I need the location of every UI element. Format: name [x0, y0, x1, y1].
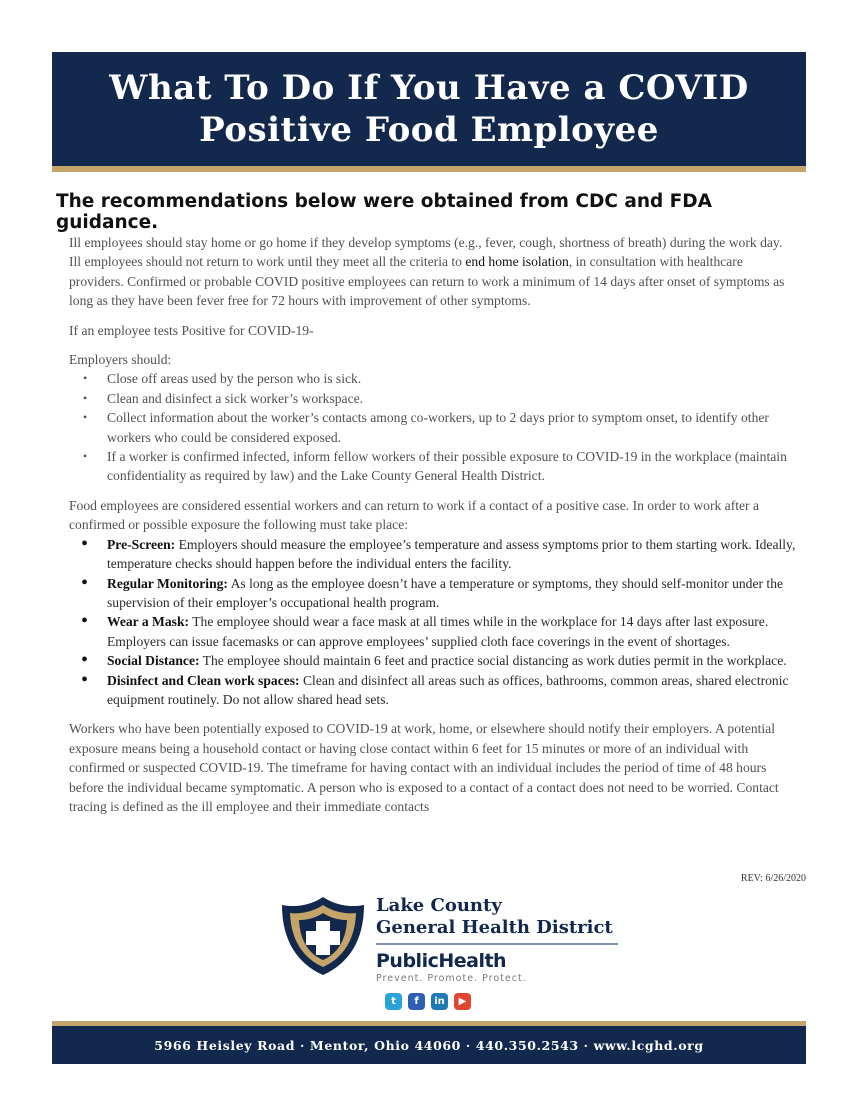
- requirement-text: Clean and disinfect all areas such as offices, bathrooms, common areas, shared electronic equipment routinely. Do not allow shared head sets.: [107, 672, 789, 707]
- logo-divider: [376, 943, 618, 945]
- positive-test-line: If an employee tests Positive for COVID-19-: [69, 322, 314, 338]
- guidance-subheading: The recommendations below were obtained from CDC and FDA guidance.: [56, 191, 712, 233]
- employers-label: Employers should:: [69, 352, 172, 368]
- footer-contact-info: 5966 Heisley Road · Mentor, Ohio 44060 · 440.350.2543 · www.lcghd.org: [154, 1037, 704, 1053]
- page-title-line1: What To Do If You Have a COVID: [109, 68, 749, 108]
- list-item: • If a worker is confirmed infected, inform fellow workers of their possible exposure to COVID-19 in the workplace (maintain confidentiality as required by law) and the Lake County General Health District.: [107, 447, 797, 486]
- requirement-term: Disinfect and Clean work spaces:: [107, 672, 300, 688]
- org-name-line2: General Health District: [376, 917, 613, 938]
- essential-workers-paragraph: Food employees are considered essential workers and can return to work if a contact of a positive case. In order to work after a confirmed or possible exposure the following must take place:: [69, 497, 760, 533]
- requirement-term: Regular Monitoring:: [107, 575, 228, 591]
- intro-part2: , in consultation with healthcare providers. Confirmed or probable COVID positive employees can return to work a minimum of 14 days after onset of symptoms as long as they have been fever free for 72 hours with improvement of other symptoms.: [69, 254, 785, 309]
- requirement-term: Wear a Mask:: [107, 614, 190, 630]
- twitter-icon[interactable]: t: [385, 993, 402, 1010]
- end-home-isolation-link[interactable]: end home isolation: [465, 254, 569, 270]
- document-body: [69, 233, 797, 826]
- title-banner: [52, 52, 806, 172]
- closing-paragraph: Workers who have been potentially exposed to COVID-19 at work, home, or elsewhere should notify their employers. A potential exposure means being a household contact or having close contact within 6 feet for 15 minutes or more of an individual with confirmed or suspected COVID-19. The timeframe for having contact with an individual includes the period of time of 48 hours before the individual became symptomatic. A person who is exposed to a contact of a contact does not need to be worried. Contact tracing is defined as the ill employee and their immediate contacts: [69, 721, 779, 814]
- intro-part1: Ill employees should stay home or go home if they develop symptoms (e.g., fever, cough, shortness of breath) during the work day. Ill employees should not return to work until they meet all the criteria to: [69, 235, 783, 270]
- requirement-text: The employee should wear a face mask at all times while in the workplace for 14 days after last exposure. Employers can issue facemasks or can approve employees’ supplied cloth face coverings in the event of shortages.: [107, 614, 769, 649]
- shield-cross-icon: [278, 893, 368, 979]
- youtube-icon[interactable]: ▶: [454, 993, 471, 1010]
- social-links: [385, 993, 471, 1010]
- linkedin-icon[interactable]: in: [431, 993, 448, 1010]
- organization-logo: [278, 893, 638, 983]
- footer-banner: [52, 1021, 806, 1064]
- requirement-text: As long as the employee doesn’t have a temperature or symptoms, they should self-monitor under the supervision of their employer’s occupational health program.: [107, 575, 784, 610]
- employer-actions-list: [69, 369, 797, 485]
- page-title-line2: Positive Food Employee: [199, 110, 659, 150]
- requirement-term: Social Distance:: [107, 653, 200, 669]
- list-item: [107, 574, 797, 613]
- list-item: [107, 671, 797, 710]
- list-item: • Close off areas used by the person who is sick.: [107, 369, 797, 388]
- page-title: [109, 67, 748, 151]
- list-item: [107, 651, 797, 670]
- return-requirements-list: [69, 535, 797, 710]
- intro-paragraph: [69, 233, 797, 311]
- tagline: Prevent. Promote. Protect.: [376, 973, 527, 984]
- requirement-term: Pre-Screen:: [107, 536, 176, 552]
- org-name-line1: Lake County: [376, 895, 502, 916]
- public-health-brand: PublicHealth: [376, 950, 507, 972]
- requirement-text: Employers should measure the employee’s temperature and assess symptoms prior to them starting work. Ideally, temperature checks should happen before the individual enters the facility.: [107, 536, 796, 572]
- list-item: [107, 612, 797, 651]
- list-item: [107, 535, 797, 574]
- list-item: • Collect information about the worker’s contacts among co-workers, up to 2 days prior to symptom onset, to identify other workers who could be considered exposed.: [107, 408, 797, 447]
- requirement-text: The employee should maintain 6 feet and practice social distancing as work duties permit in the workplace.: [199, 653, 787, 669]
- list-item: • Clean and disinfect a sick worker’s workspace.: [107, 389, 797, 408]
- revision-date: REV: 6/26/2020: [740, 873, 806, 884]
- facebook-icon[interactable]: f: [408, 993, 425, 1010]
